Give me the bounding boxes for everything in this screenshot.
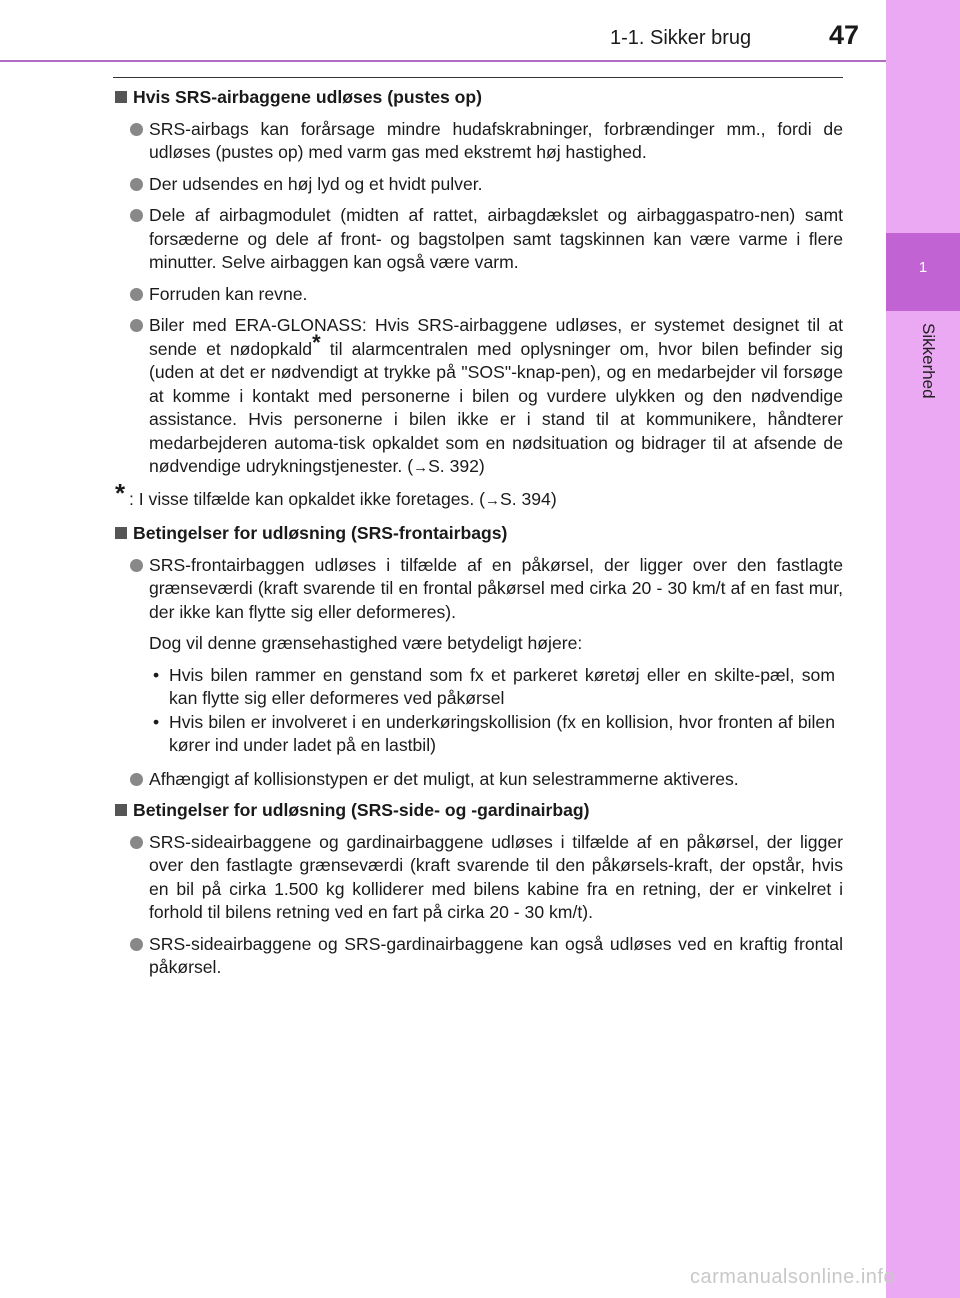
content-top-rule — [113, 77, 843, 78]
square-bullet-icon — [115, 91, 127, 103]
page-number: 47 — [829, 20, 860, 50]
circle-bullet-icon — [130, 209, 143, 222]
list-item: Forruden kan revne. — [113, 283, 843, 307]
list-item: SRS-airbags kan forårsage mindre hudafskrabninger, forbrændinger mm., fordi de udløses (pustes op) med varm gas med ekstremt høj hastighed. — [113, 118, 843, 165]
section-heading: Betingelser for udløsning (SRS-frontairbags) — [113, 522, 843, 546]
page-content — [113, 86, 843, 988]
section-heading: Hvis SRS-airbaggene udløses (pustes op) — [113, 86, 843, 110]
list-item: SRS-frontairbaggen udløses i tilfælde af en påkørsel, der ligger over den fastlagte grænseværdi (kraft svarende til en frontal påkørsel med cirka 20 - 30 km/t af en fast mur, der ikke kan flytte sig eller deformeres). — [113, 554, 843, 625]
header-rule — [0, 60, 886, 62]
page-reference-link[interactable]: S. 394) — [499, 488, 557, 509]
circle-bullet-icon — [130, 288, 143, 301]
circle-bullet-icon — [130, 123, 143, 136]
footnote: * : I visse tilfælde kan opkaldet ikke foretages. (→S. 394) — [115, 477, 557, 509]
circle-bullet-icon — [130, 836, 143, 849]
chapter-side-tab — [886, 0, 960, 1298]
footnote-star: * — [312, 329, 321, 355]
list-item: Afhængigt af kollisionstypen er det muligt, at kun selestrammerne aktiveres. — [113, 768, 843, 792]
sub-list-item: • Hvis bilen rammer en genstand som fx et parkeret køretøj eller en skilte-pæl, som kan flytte sig eller deformeres ved påkørsel — [153, 664, 835, 708]
list-item-era-glonass: Biler med ERA-GLONASS: Hvis SRS-airbaggene udløses, er systemet designet til at sende et nødopkald* til alarmcentralen med oplysninger om, hvor bilen befinder sig (uden at det er nødvendigt at trykke på "SOS"-knap-pen), og en medarbejder vil forsøge at komme i kontakt med personerne i bilen og vurdere ulykken og den nødvendige assistance. Hvis personerne i bilen ikke er i stand til at kommunikere, håndterer medarbejderen automa-tisk opkaldet som en nødsituation og bidrager til at afsende de nødvendige udrykningstjenester. (→S. 392) — [113, 314, 843, 480]
list-item: Dele af airbagmodulet (midten af rattet, airbagdækslet og airbaggaspatro-nen) samt forsæderne og dele af front- og bagstolpen samt tagskinnen kan være varme i flere minutter. Selve airbaggen kan også være varm. — [113, 204, 843, 275]
square-bullet-icon — [115, 804, 127, 816]
sub-list-item: • Hvis bilen er involveret i en underkøringskollision (fx en kollision, hvor fronten af bilen kører ind under ladet på en lastbil) — [153, 711, 835, 755]
list-item: SRS-sideairbaggene og SRS-gardinairbaggene kan også udløses ved en kraftig frontal påkørsel. — [113, 933, 843, 980]
footnote-star: * — [115, 477, 126, 508]
circle-bullet-icon — [130, 938, 143, 951]
circle-bullet-icon — [130, 319, 143, 332]
circle-bullet-icon — [130, 559, 143, 572]
section-heading: Betingelser for udløsning (SRS-side- og -gardinairbag) — [113, 799, 843, 823]
list-item: SRS-sideairbaggene og gardinairbaggene udløses i tilfælde af en påkørsel, der ligger over den fastlagte grænseværdi (kraft svarende til den påkørsels-kraft, der opstår, hvis en bil på cirka 1.500 kg kolliderer med bilens kabine fra en retning, der er vinkelret i forhold til bilens retning ved en fart på cirka 20 - 30 km/t). — [113, 831, 843, 925]
page-reference-link[interactable]: S. 392) — [428, 456, 485, 476]
chapter-name: Sikkerhed — [919, 323, 938, 399]
watermark: carmanualsonline.info — [690, 1266, 896, 1288]
circle-bullet-icon — [130, 178, 143, 191]
reference-arrow-icon: → — [413, 459, 429, 476]
square-bullet-icon — [115, 527, 127, 539]
section-title: 1-1. Sikker brug — [610, 27, 752, 49]
chapter-number: 1 — [918, 259, 928, 276]
paragraph: Dog vil denne grænsehastighed være betydeligt højere: — [149, 633, 583, 653]
reference-arrow-icon: → — [484, 491, 500, 509]
list-item: Der udsendes en høj lyd og et hvidt pulver. — [113, 173, 843, 197]
circle-bullet-icon — [130, 773, 143, 786]
chapter-number-box[interactable] — [886, 233, 960, 311]
